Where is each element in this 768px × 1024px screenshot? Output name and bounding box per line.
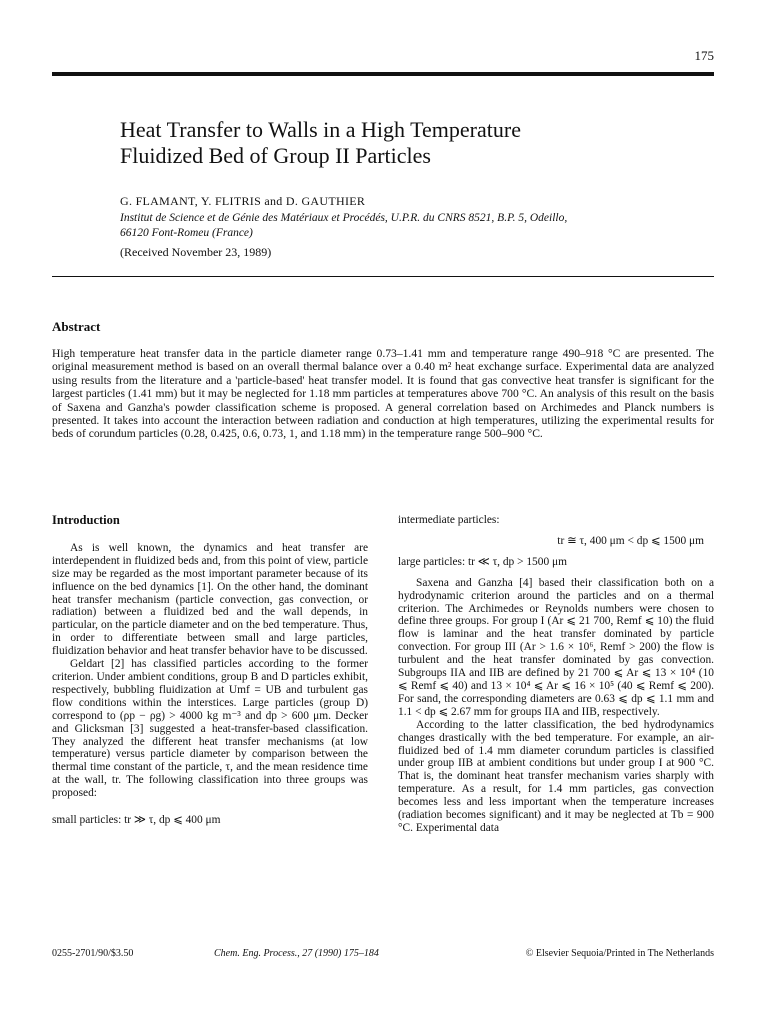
intermediate-label: intermediate particles: (398, 514, 500, 526)
article-title (120, 117, 680, 169)
abstract-text: High temperature heat transfer data in the particle diameter range 0.73–1.41 mm and temperature range 490–918 °C are presented. The original measurement method is based on an overall thermal balance over a 0.40 m² heat exchange surface. Experimental data are analyzed using results from the literature and a 'particle-based' heat transfer model. It is found that gas convective heat transfer is significant for the largest particles (1.41 mm) but it may be neglected for 1.18 mm particles at temperatures above 700 °C. An analysis of this result on the basis of Saxena and Ganzha's powder classification scheme is proposed. A general correlation based on Archimedes and Planck numbers is presented. It takes into account the interaction between radiation and conduction at high temperatures, utilizing the experimental results for beds of corundum particles (0.28, 0.425, 0.6, 0.73, 1, and 1.18 mm) in the temperature range 500–900 °C. (52, 347, 714, 441)
affiliation-line-2: 66120 Font-Romeu (France) (120, 227, 253, 239)
footer-issn: 0255-2701/90/$3.50 (52, 948, 134, 959)
footer-citation: Chem. Eng. Process., 27 (1990) 175–184 (214, 948, 379, 959)
introduction-heading: Introduction (52, 513, 120, 527)
title-line-1: Heat Transfer to Walls in a High Temperature (120, 117, 521, 142)
right-paragraph-1: Saxena and Ganzha [4] based their classification both on a hydrodynamic criterion around the particles and on a thermal criterion. The Archimedes or Reynolds numbers were chosen to define three groups. For group I (Ar ⩽ 21 700, Remf ⩽ 10) the fluid flow is laminar and the heat transfer dominated by particle convection. For group III (Ar > 1.6 × 10⁶, Remf > 200) the flow is turbulent and the heat transfer dominated by gas convection. Subgroups IIA and IIB are defined by 21 700 ⩽ Ar ⩽ 13 × 10⁴ (10 ⩽ Remf ⩽ 40) and 13 × 10⁴ ⩽ Ar ⩽ 16 × 10⁵ (40 ⩽ Remf ⩽ 200). For sand, the corresponding diameters are 0.63 ⩽ dp ⩽ 1.1 mm and 1.1 < dp ⩽ 2.67 mm for groups IIA and IIB, respectively. (398, 576, 714, 718)
intro-paragraph-2: Geldart [2] has classified particles according to the former criterion. Under ambient conditions, group B and D particles exhibit, respectively, bubbling fluidization at Umf = UB and turbulent gas flow conditions within the interstices. Large particles (group D) correspond to (ρp − ρg) > 4000 kg m⁻³ and dp > 600 μm. Decker and Glicksman [3] suggested a heat-transfer-based classification. They analyzed the different heat transfer mechanisms (at low temperature) versus particle diameter by comparison between the thermal time constant of the particle, τ, and the mean residence time at the wall, tr. The following classification into three groups was proposed: (52, 658, 368, 800)
abstract-heading: Abstract (52, 319, 101, 334)
authors: G. FLAMANT, Y. FLITRIS and D. GAUTHIER (120, 194, 366, 208)
left-column (52, 514, 368, 835)
intermediate-eq: tr ≅ τ, 400 μm < dp ⩽ 1500 μm (557, 534, 704, 547)
right-paragraph-2: According to the latter classification, the bed hydrodynamics changes drastically with the bed temperature. For example, an air-fluidized bed of 1.4 mm diameter corundum particles is classified under group IIB at ambient conditions but under group I at 900 °C. That is, the dominant heat transfer mechanism varies sharply with temperature. As a result, for 1.4 mm particles, gas convection becomes less and less important when the temperature increases (radiation becomes significant) and it may be neglected at Tb = 900 °C. Experimental data (398, 718, 714, 834)
top-rule (52, 72, 714, 76)
affiliation-line-1: Institut de Science et de Génie des Matériaux et Procédés, U.P.R. du CNRS 8521, B.P. 5, Odeillo, (120, 212, 568, 224)
right-column (398, 514, 714, 835)
large-particles-eq: large particles: tr ≪ τ, dp > 1500 μm (398, 555, 567, 568)
page-number: 175 (694, 48, 714, 63)
title-line-2: Fluidized Bed of Group II Particles (120, 143, 431, 168)
header-divider (52, 276, 714, 277)
affiliation (120, 211, 720, 241)
footer-publisher: © Elsevier Sequoia/Printed in The Netherlands (525, 948, 714, 959)
intro-paragraph-1: As is well known, the dynamics and heat transfer are interdependent in fluidized beds and, from this point of view, particle size may be regarded as the most important parameter because of its influence on the bed dynamics [1]. On the other hand, the dominant heat transfer mechanism (particle convection, gas convection, or radiation) between a fluidized bed and the wall depends, in particular, on the particle diameter and on the bed temperature. Thus, in order to differentiate between small and large particles, fluidization behavior and heat transfer behavior have to be discussed. (52, 541, 368, 658)
small-particles-eq: small particles: tr ≫ τ, dp ⩽ 400 μm (52, 814, 221, 827)
received-date: (Received November 23, 1989) (120, 245, 272, 259)
